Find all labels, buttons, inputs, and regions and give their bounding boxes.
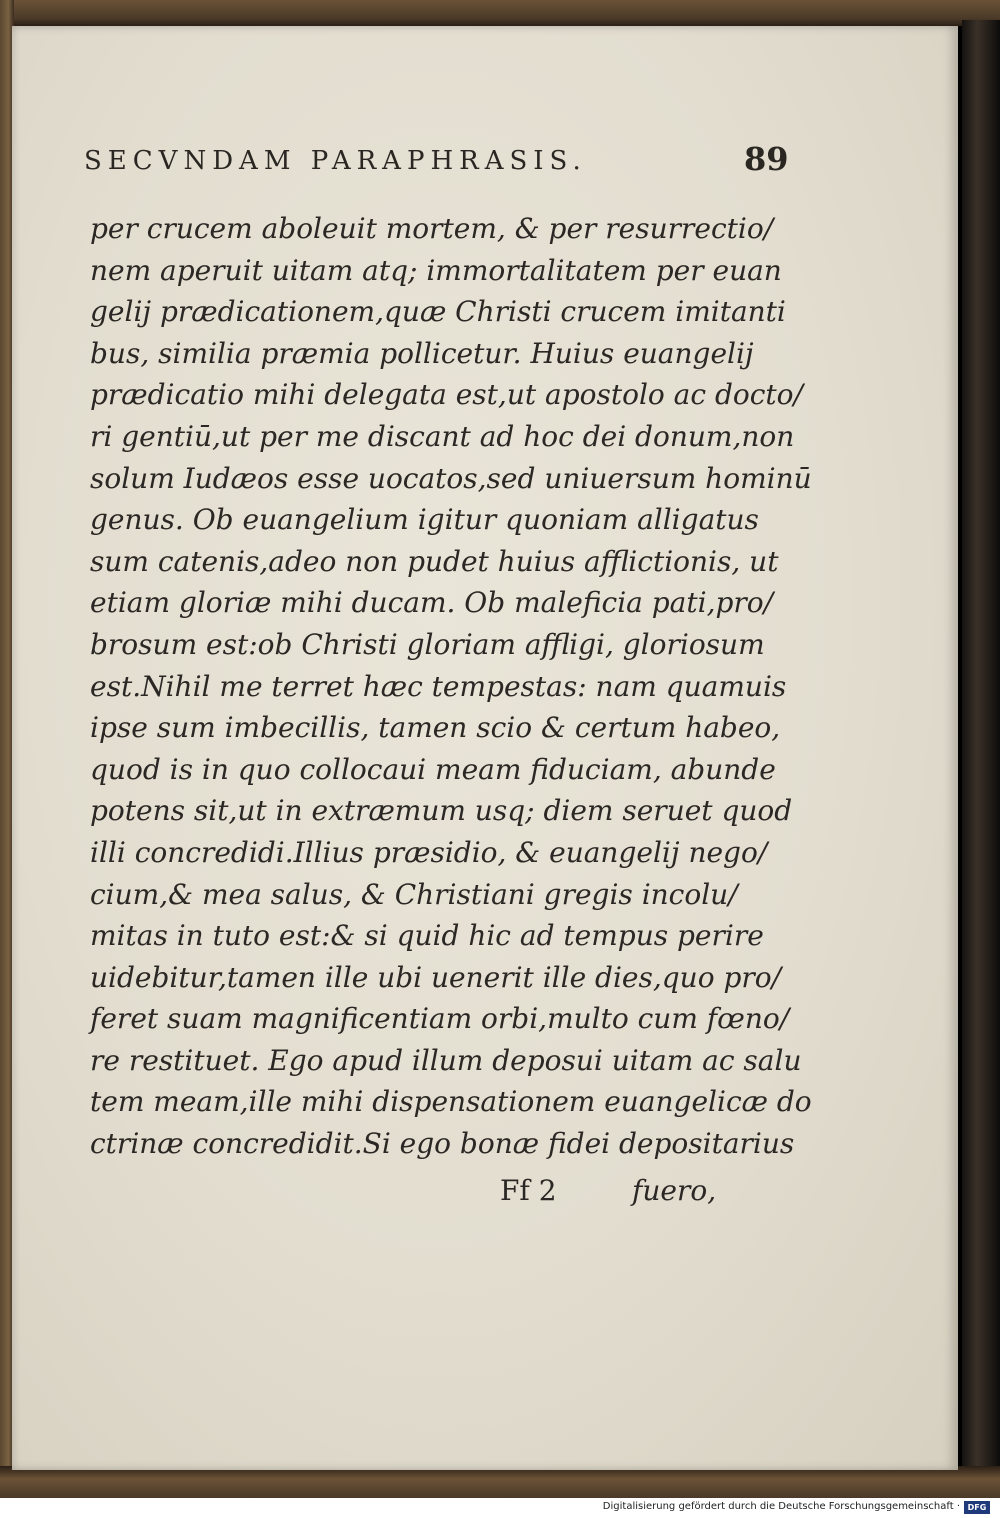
text-line: tem meam,ille mihi dispensationem euangelicæ do — [90, 1085, 812, 1119]
page-number: 89 — [744, 140, 789, 178]
text-line: genus. Ob euangelium igitur quoniam alligatus — [90, 503, 759, 537]
text-line: etiam gloriæ mihi ducam. Ob maleficia pati,pro/ — [90, 586, 774, 620]
text-line: solum Iudæos esse uocatos,sed uniuersum hominū — [90, 461, 812, 495]
page-footer — [90, 1170, 740, 1216]
book-right-edge — [962, 20, 1000, 1490]
text-line: sum catenis,adeo non pudet huius afflictionis, ut — [90, 544, 779, 578]
text-line: uidebitur,tamen ille ubi uenerit ille dies,quo pro/ — [90, 960, 782, 994]
text-line: brosum est:ob Christi gloriam affligi, gloriosum — [90, 627, 765, 661]
signature-mark: Ff 2 — [500, 1174, 557, 1207]
text-line: feret suam magnificentiam orbi,multo cum fœno/ — [90, 1002, 790, 1036]
text-line: illi concredidi.Illius præsidio, & euangelij nego/ — [90, 835, 768, 869]
running-title: SECVNDAM PARAPHRASIS. — [84, 146, 587, 176]
catchword: fuero, — [632, 1174, 717, 1207]
text-line: est.Nihil me terret hæc tempestas: nam quamuis — [90, 669, 787, 703]
text-line: potens sit,ut in extræmum usq; diem seruet quod — [90, 794, 793, 828]
funding-credit: Digitalisierung gefördert durch die Deutsche Forschungsgemeinschaft · — [602, 1501, 960, 1512]
text-line: re restituet. Ego apud illum deposui uitam ac salu — [90, 1043, 802, 1077]
text-line: ctrinæ concredidit.Si ego bonæ fidei depositarius — [90, 1127, 795, 1161]
credit-bar — [0, 1498, 1000, 1518]
text-line: mitas in tuto est:& si quid hic ad tempus perire — [90, 919, 764, 953]
text-line: nem aperuit uitam atq; immortalitatem per euan — [90, 253, 782, 287]
body-text — [90, 208, 812, 1165]
text-line: prædicatio mihi delegata est,ut apostolo ac docto/ — [90, 378, 803, 412]
text-line: quod is in quo collocaui meam fiduciam, abunde — [90, 752, 776, 786]
text-line: bus, similia præmia pollicetur. Huius euangelij — [90, 336, 754, 370]
book-top-edge — [0, 0, 1000, 26]
text-line: ri gentiū,ut per me discant ad hoc dei donum,non — [90, 419, 795, 453]
dfg-logo-icon: DFG — [964, 1501, 990, 1514]
text-line: ipse sum imbecillis, tamen scio & certum habeo, — [90, 711, 781, 745]
text-line: gelij prædicationem,quæ Christi crucem imitanti — [90, 295, 786, 329]
page-header — [84, 140, 804, 190]
text-line: cium,& mea salus, & Christiani gregis incolu/ — [90, 877, 738, 911]
book-bottom-edge — [0, 1466, 1000, 1498]
text-line: per crucem aboleuit mortem, & per resurrectio/ — [90, 212, 774, 245]
